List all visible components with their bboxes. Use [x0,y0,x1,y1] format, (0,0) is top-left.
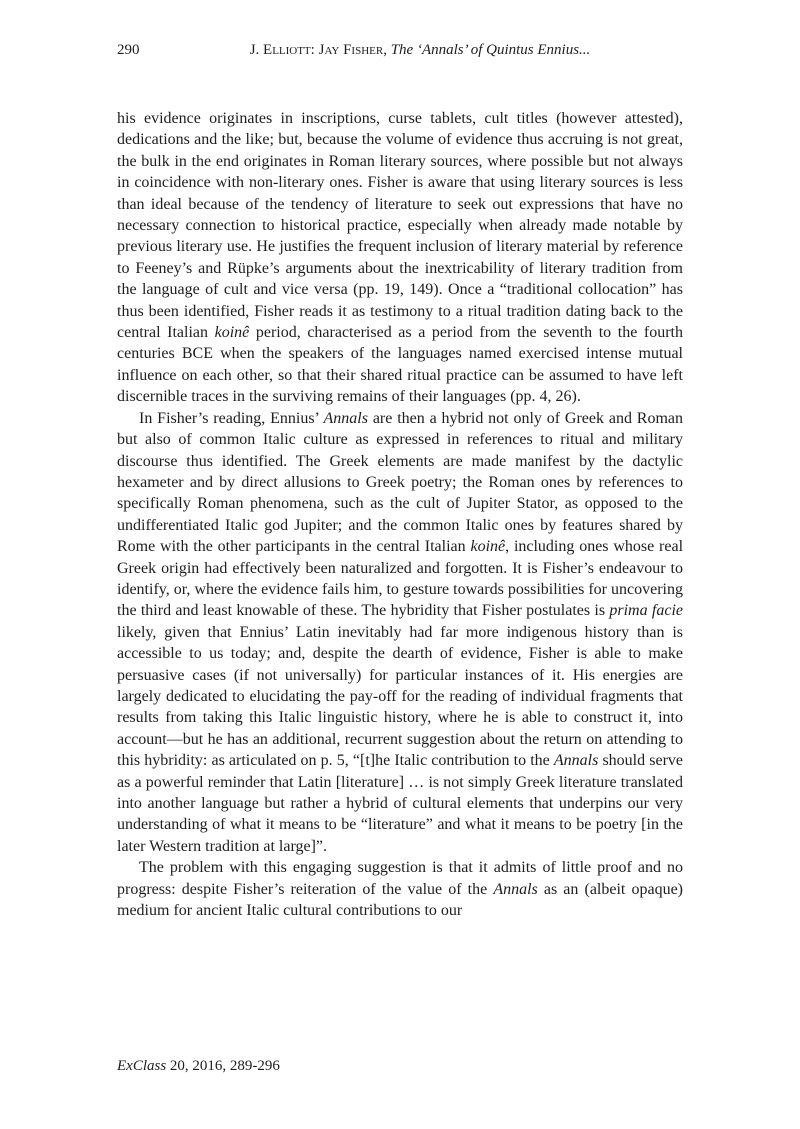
paragraph [117,108,683,408]
text-segment: koinê [470,538,506,556]
text-segment: are then a hybrid not only of Greek and Roman but also of common Italic culture as expressed in references to ritual and military discourse thus identified. The Greek elements are made manifest by the dactylic hexameter and by direct allusions to Greek poetry; the Roman ones by references to specifically Roman phenomena, such as the cult of Jupiter Stator, as opposed to the undifferentiated Italic god Jupiter; and the common Italic ones by features shared by Rome with the other participants in the central Italian [117,409,683,556]
text-segment: In Fisher’s reading, Ennius’ [139,409,324,427]
text-segment: Annals [493,880,538,898]
journal-footer [117,1058,280,1075]
text-segment: Annals [553,752,599,770]
footer-citation [117,1058,280,1074]
page-header [117,42,683,62]
text-segment: his evidence originates in inscriptions, curse tablets, cult titles (however attested), dedications and the like; but, because the volume of evidence thus accruing is not great, the bulk in the end originates in Roman literary sources, where possible but not always in coincidence with non-literary ones. Fisher is aware that using literary sources is less than ideal because of the tendency of literature to seek out expressions that have no necessary connection to historical practice, especially when already made notable by previous literary use. He justifies the frequent inclusion of literary material by reference to Feeney’s and Rüpke’s arguments about the inextricability of literary tradition from the language of cult and vice versa (pp. 19, 149). Once a “traditional collocation” has thus been identified, Fisher reads it as testimony to a ritual tradition dating back to the central Italian [117,110,683,342]
text-segment: Annals [323,409,368,427]
text-segment: likely, given that Ennius’ Latin inevitably had far more indigenous history than is accessible to us today; and, despite the dearth of evidence, Fisher is able to make persuasive cases (if not universally) for particular instances of it. His energies are largely dedicated to elucidating the pay-off for the reading of individual fragments that results from taking this Italic linguistic history, where he is able to construct it, into account—but he has an additional, recurrent suggestion about the return on attending to this hybridity: as articulated on p. 5, “[t]he Italic contribution to the [117,623,683,770]
text-segment: ExClass [117,1058,167,1074]
text-segment: , including ones whose real Greek origin had effectively been naturalized and forgotten. It is Fisher’s endeavour to identify, or, where the evidence fails him, to gesture towards possibilities for uncovering the third and least knowable of these. The hybridity that Fisher postulates is [117,538,684,620]
text-segment: The problem with this engaging suggestion is that it admits of little proof and no progress: despite Fisher’s reiteration of the value of the [117,859,683,898]
text-segment: The ‘Annals’ of Quintus Ennius... [390,42,591,58]
running-head [157,42,683,59]
text-segment: as an (albeit opaque) medium for ancient Italic cultural contributions to our [117,880,684,920]
text-segment: koinê [214,324,250,342]
text-segment: J. Elliott: Jay Fisher, [249,42,391,58]
text-segment: 20, 2016, 289-296 [166,1058,280,1074]
text-segment: should serve as a powerful reminder that Latin [literature] … is not simply Greek literature translated into another language but rather a hybrid of cultural elements that underpins our very understanding of what it means to be “literature” and what it means to be poetry [in the later Western tradition at large]”. [117,752,683,855]
paragraph [117,408,683,858]
page-number: 290 [117,42,140,58]
text-segment: prima facie [609,602,683,620]
article-body [117,108,683,921]
text-segment: period, characterised as a period from the seventh to the fourth centuries BCE when the speakers of the languages named exercised intense mutual influence on each other, so that their shared ritual practice can be assumed to have left discernible traces in the surviving remains of their languages (pp. 4, 26). [117,324,684,406]
paragraph [117,857,683,921]
